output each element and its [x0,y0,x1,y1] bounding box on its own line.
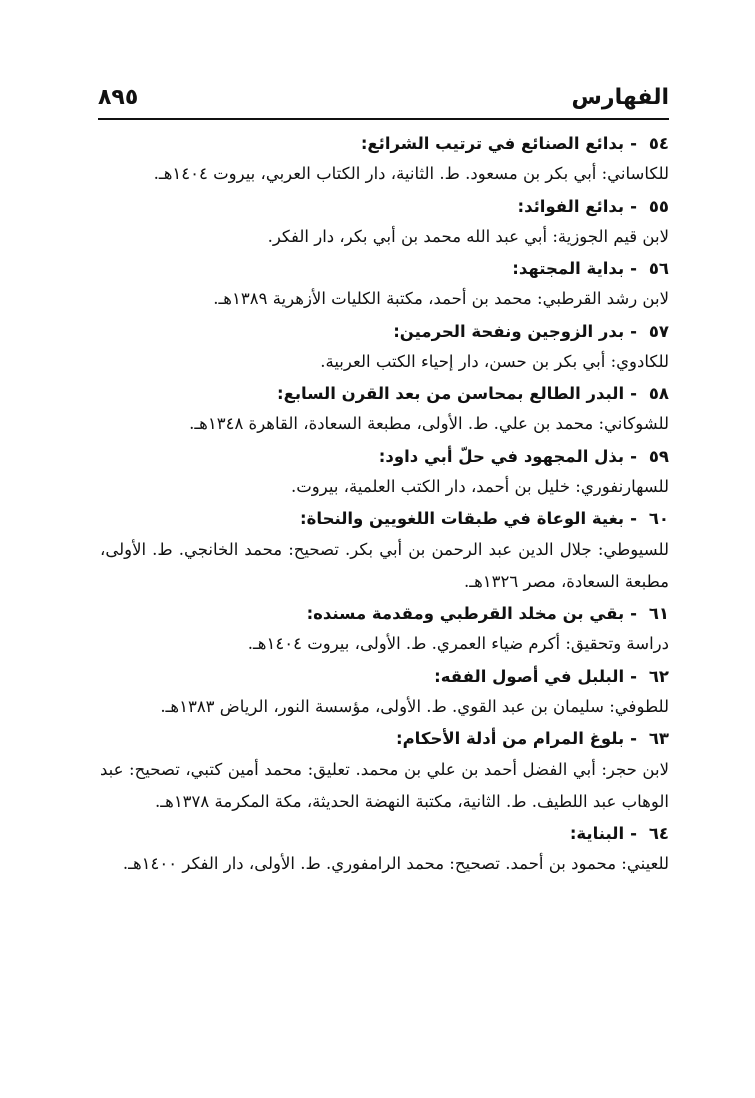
bibliography-entry [100,316,669,378]
entry-description: لابن رشد القرطبي: محمد بن أحمد، مكتبة الكليات الأزهرية ١٣٨٩هـ. [213,289,669,308]
entry-dash: - [630,604,637,623]
entry-title: البلبل في أصول الفقه: [434,666,625,686]
bibliography-list [100,128,669,881]
entry-title: البدر الطالع بمحاسن من بعد القرن السابع: [276,384,625,403]
bibliography-entry [100,503,669,597]
entry-title: بقي بن مخلد القرطبي ومقدمة مسنده: [306,604,625,623]
entry-number: ٦٤ [648,824,669,843]
entry-heading [100,661,669,692]
entry-dash: - [630,134,637,153]
bibliography-entry [100,128,669,190]
entry-number: ٥٤ [648,134,669,153]
entry-description: للطوفي: سليمان بن عبد القوي. ط. الأولى، مؤسسة النور، الرياض ١٣٨٣هـ. [160,696,669,716]
bibliography-entry [100,598,669,660]
entry-description: للسهارنفوري: خليل بن أحمد، دار الكتب العلمية، بيروت. [291,476,669,496]
entry-heading [100,378,669,409]
entry-title: البناية: [569,824,625,843]
entry-number: ٦٣ [648,729,669,748]
entry-dash: - [630,729,637,748]
entry-heading [100,598,669,629]
entry-heading [100,818,669,849]
bibliography-entry [100,191,669,253]
entry-description: للكاساني: أبي بكر بن مسعود. ط. الثانية، دار الكتاب العربي، بيروت ١٤٠٤هـ. [153,164,669,183]
entry-title: بذل المجهود في حلّ أبي داود: [378,446,625,466]
entry-dash: - [630,321,637,341]
entry-title: بدائع الفوائد: [517,196,625,216]
entry-heading [100,316,669,347]
entry-number: ٦٢ [648,666,669,686]
entry-dash: - [630,259,637,278]
entry-dash: - [630,196,637,216]
entry-title: بدائع الصنائع في ترتيب الشرائع: [360,134,625,153]
entry-dash: - [630,446,637,466]
entry-title: بداية المجتهد: [512,259,625,278]
bibliography-entry [100,723,669,817]
entry-number: ٥٨ [648,384,669,403]
entry-description: دراسة وتحقيق: أكرم ضياء العمري. ط. الأولى، بيروت ١٤٠٤هـ. [247,634,669,653]
entry-dash: - [630,384,637,403]
entry-heading [100,503,669,534]
entry-number: ٥٦ [648,259,669,278]
entry-title: بغية الوعاة في طبقات اللغويين والنحاة: [300,509,625,528]
bibliography-entry [100,661,669,723]
entry-number: ٦٠ [648,509,669,528]
bibliography-entry [100,818,669,880]
entry-heading [100,723,669,754]
entry-description: لابن قيم الجوزية: أبي عبد الله محمد بن أبي بكر، دار الفكر. [267,226,669,246]
entry-dash: - [630,666,637,686]
entry-title: بلوغ المرام من أدلة الأحكام: [395,729,625,748]
entry-dash: - [630,824,637,843]
entry-heading [100,253,669,284]
bibliography-entry [100,441,669,503]
entry-number: ٦١ [648,604,669,623]
entry-heading [100,128,669,159]
entry-description: للشوكاني: محمد بن علي. ط. الأولى، مطبعة السعادة، القاهرة ١٣٤٨هـ. [189,414,669,433]
entry-description: للكادوي: أبي بكر بن حسن، دار إحياء الكتب العربية. [320,351,669,371]
header-divider [98,118,669,120]
entry-description: لابن حجر: أبي الفضل أحمد بن علي بن محمد. تعليق: محمد أمين كتبي، تصحيح: عبد الوهاب عبد اللطيف. ط. الثانية، مكتبة النهضة الحديثة، مكة المكرمة ١٣٧٨هـ. [100,760,669,811]
entry-number: ٥٥ [648,196,669,216]
entry-description: للعيني: محمود بن أحمد. تصحيح: محمد الرامفوري. ط. الأولى، دار الفكر ١٤٠٠هـ. [122,854,669,873]
bibliography-entry [100,253,669,315]
entry-heading [100,191,669,222]
bibliography-entry [100,378,669,440]
page-number: ٨٩٥ [98,85,139,110]
entry-dash: - [630,509,637,528]
page-header [98,72,669,112]
page-title: الفهارس [571,85,669,110]
entry-description: للسيوطي: جلال الدين عبد الرحمن بن أبي بكر. تصحيح: محمد الخانجي. ط. الأولى، مطبعة السعادة، مصر ١٣٢٦هـ. [100,540,669,591]
entry-number: ٥٩ [648,446,669,466]
entry-number: ٥٧ [648,321,669,341]
entry-heading [100,441,669,472]
entry-title: بدر الزوجين ونفحة الحرمين: [393,321,625,341]
